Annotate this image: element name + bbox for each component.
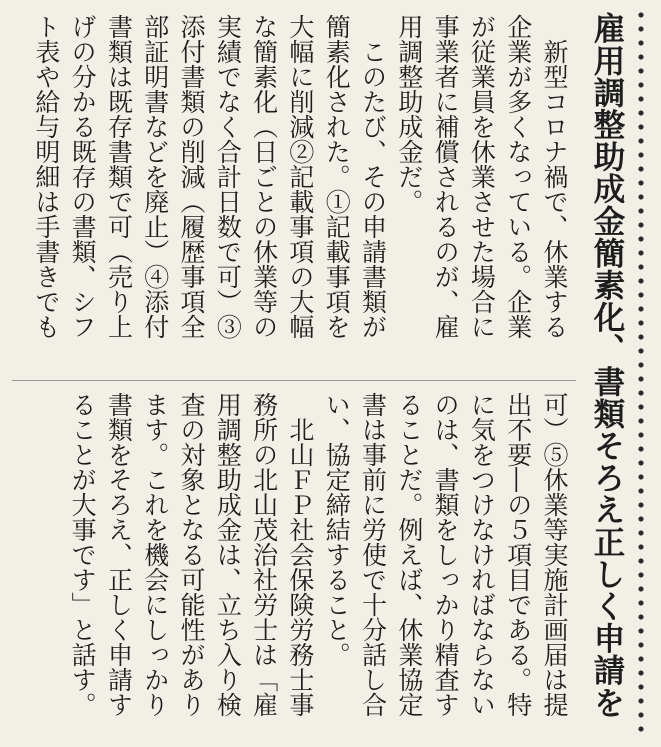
text-column: な簡素化（日ごとの休業等の [249,14,279,339]
text-column: 用調整助成金は、立ち入り検 [213,392,243,717]
text-column: い、協定締結すること。 [322,392,352,667]
text-column: が従業員を休業させた場合に [467,14,497,339]
text-column: に気をつけなければならない [467,392,497,717]
text-column: ることが大事です」と話す。 [68,392,98,717]
text-column: 務所の北山茂治社労士は「雇 [249,392,279,717]
text-column: 企業が多くなっている。企業 [503,14,533,339]
text-column: ます。これを機会にしっかり [140,392,170,717]
text-column: 用調整助成金だ。 [394,14,424,214]
article-body-upper [16,14,572,366]
tier-divider [12,380,576,381]
text-column: ることだ。例えば、休業協定 [394,392,424,717]
text-column: 新型コロナ禍で、休業する [540,14,569,339]
text-column: のは、書類をしっかり精査す [431,392,461,717]
text-column: 可）⑤休業等実施計画届は提 [540,392,569,717]
text-column: 簡素化された。①記載事項を [322,14,352,339]
article-body-lower [16,392,572,740]
text-column: 書類をそろえ、正しく申請す [104,392,134,717]
article-headline: 雇用調整助成金簡素化、書類そろえ正しく申請を [589,12,625,719]
text-column: 部証明書などを廃止）④添付 [140,14,170,339]
text-column: このたび、その申請書類が [358,14,388,339]
text-column: 書は事前に労使で十分話し合 [358,392,388,717]
text-column: 大幅に削減②記載事項の大幅 [285,14,315,339]
text-column: 添付書類の削減（履歴事項全 [177,14,207,339]
dotted-border [635,8,647,740]
text-column: 査の対象となる可能性があり [177,392,207,717]
text-column: 事業者に補償されるのが、雇 [431,14,461,339]
text-column: 書類は既存書類で可（売り上 [104,14,134,339]
text-column: 実績でなく合計日数で可）③ [213,14,243,339]
text-column: ト表や給与明細は手書きでも [31,14,61,339]
text-column: 出不要―の５項目である。特 [503,392,533,717]
text-column: げの分かる既存の書類、シフ [68,14,98,339]
text-column: 北山ＦＰ社会保険労務士事 [285,392,315,717]
